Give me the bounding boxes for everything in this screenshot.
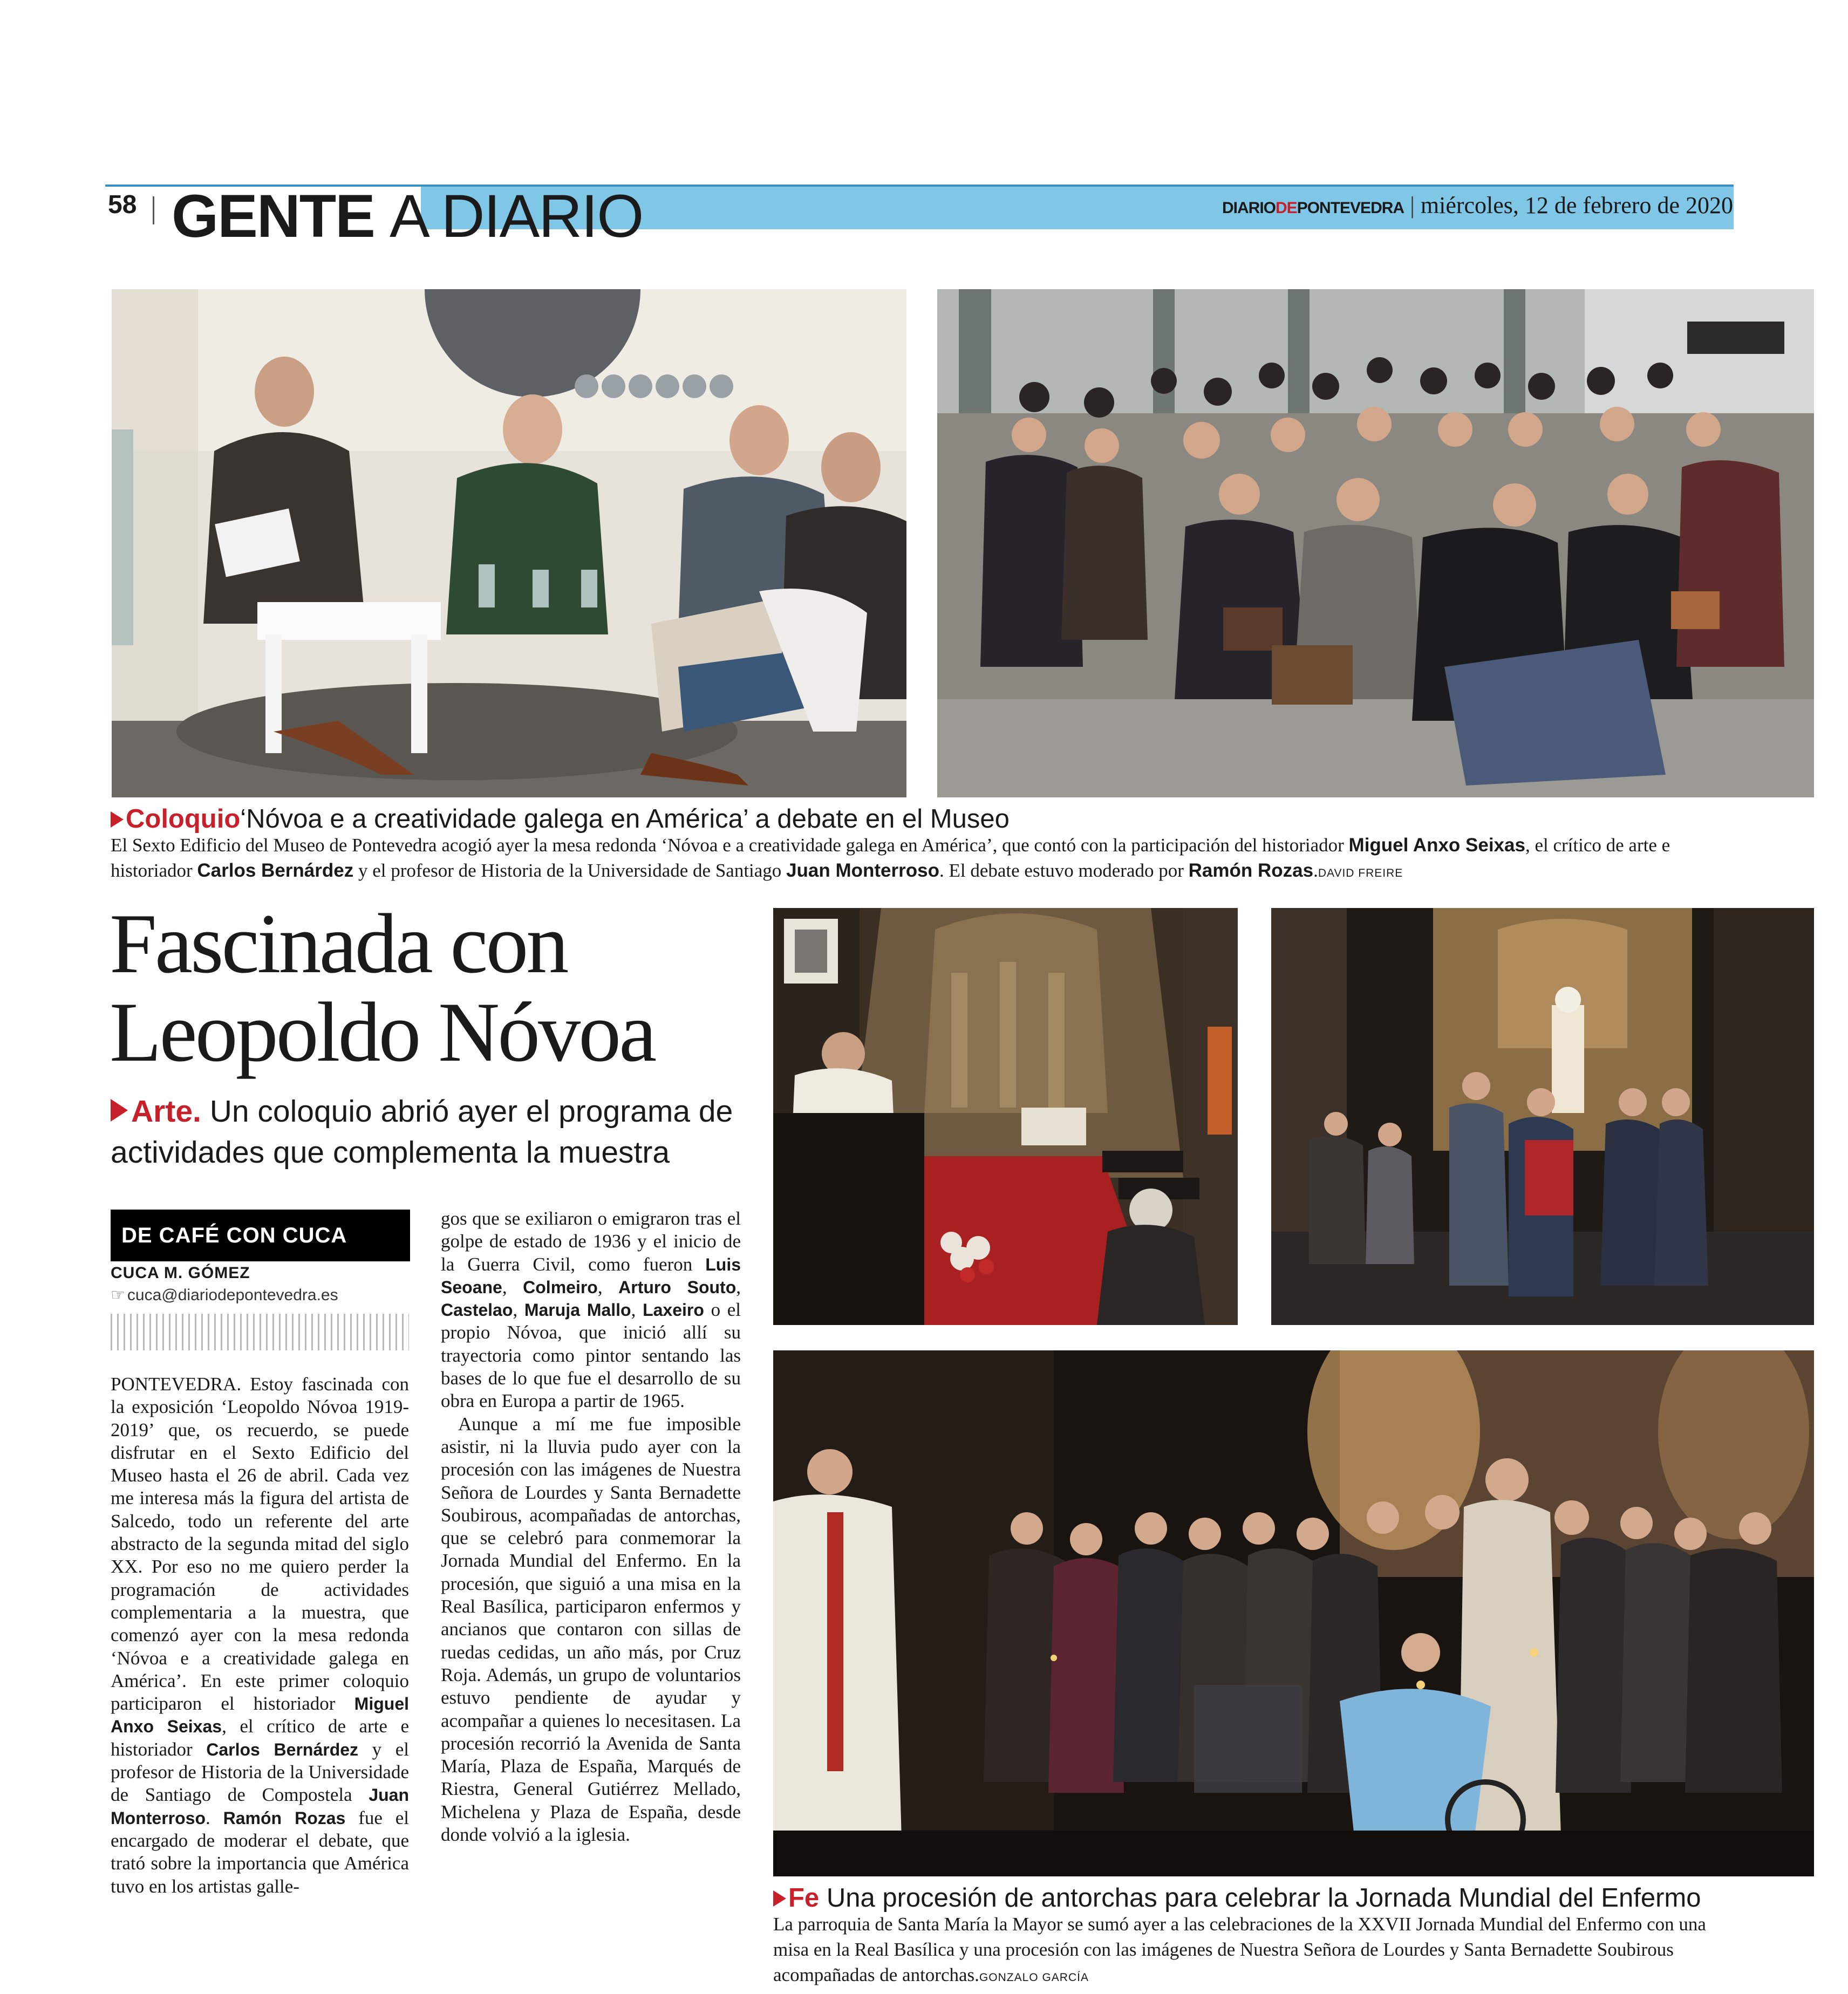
torch-procession-photo bbox=[773, 1350, 1814, 1876]
person-name: Laxeiro bbox=[643, 1300, 704, 1320]
caption2-title: Una procesión de antorchas para celebrar la Jornada Mundial del Enfermo bbox=[826, 1883, 1701, 1913]
seated-audience-photo-icon bbox=[937, 289, 1814, 797]
caption1-body bbox=[111, 832, 1735, 886]
text-run: . El debate estuvo moderado por bbox=[939, 860, 1189, 881]
caption2-kicker: Fe bbox=[788, 1883, 820, 1913]
red-arrow-icon bbox=[111, 811, 124, 828]
page-number: 58 bbox=[108, 190, 137, 219]
masthead: DIARIODEPONTEVEDRA | miércoles, 12 de febrero de 2020 bbox=[1222, 192, 1733, 218]
person-name: Ramón Rozas bbox=[223, 1808, 346, 1828]
text-run: . bbox=[1313, 860, 1318, 881]
church-mass-photo bbox=[773, 908, 1238, 1325]
panel-photo bbox=[112, 289, 906, 797]
chapel-procession-photo bbox=[1271, 908, 1814, 1325]
caption1-credit: DAVID FREIRE bbox=[1318, 867, 1403, 879]
person-name: Carlos Bernárdez bbox=[197, 860, 354, 881]
caption1-title-line bbox=[111, 804, 1010, 834]
text-run: , el crítico de arte e historiador bbox=[111, 1716, 409, 1760]
email-hand-icon: ☞ bbox=[111, 1286, 125, 1304]
column-divider-pattern bbox=[111, 1314, 409, 1350]
text-run: gos que se exiliaron o emigraron tras el golpe de estado de 1936 y el inicio de la Guerra Civil, como fueron bbox=[441, 1208, 741, 1275]
person-name: Luis Seoane bbox=[441, 1254, 741, 1297]
text-run: , bbox=[597, 1276, 619, 1298]
caption1-title: ‘Nóvoa e a creatividade galega en América’ a debate en el Museo bbox=[240, 804, 1010, 834]
person-name: Miguel Anxo Seixas bbox=[1348, 835, 1525, 856]
paper-name: DIARIODEPONTEVEDRA bbox=[1222, 199, 1404, 217]
red-arrow-icon bbox=[773, 1890, 786, 1907]
subhead-kicker: Arte. bbox=[131, 1094, 201, 1129]
person-name: Maruja Mallo bbox=[524, 1300, 631, 1320]
person-name: Colmeiro bbox=[523, 1277, 598, 1297]
person-name: Juan Monterroso bbox=[111, 1785, 409, 1828]
person-name: Miguel Anxo Seixas bbox=[111, 1694, 409, 1737]
text-run: , el crítico de arte e historiador bbox=[111, 835, 1670, 881]
article-subhead bbox=[111, 1091, 747, 1173]
text-run: , bbox=[502, 1276, 523, 1298]
text-run: El Sexto Edificio del Museo de Pontevedra acogió ayer la mesa redonda ‘Nóvoa e a creatividade galega en América’, que contó con la participación del historiador bbox=[111, 835, 1349, 856]
issue-date: miércoles, 12 de febrero de 2020 bbox=[1420, 192, 1733, 218]
debate-panel-photo-icon bbox=[112, 289, 906, 797]
caption2-credit: GONZALO GARCÍA bbox=[979, 1971, 1089, 1984]
column-name-tag: DE CAFÉ CON CUCA bbox=[111, 1210, 410, 1261]
text-run: PONTEVEDRA. Estoy fascinada con la exposición ‘Leopoldo Nóvoa 1919-2019’ que, os recuerdo, se puede disfrutar en el Sexto Edificio del Museo hasta el 26 de abril. Cada vez me interesa más la figura del artista de Salcedo, todo un referente del arte abstracto de la segunda mitad del siglo XX. Por eso no me quiero perder la programación de actividades complementaria a la muestra, que comenzó ayer con la mesa redonda ‘Nóvoa e a creatividade galega en América’. En este primer coloquio participaron el historiador bbox=[111, 1374, 409, 1715]
page-number-separator bbox=[153, 196, 154, 224]
procession-photo-icon bbox=[1271, 908, 1814, 1325]
section-title-light: A DIARIO bbox=[389, 182, 643, 250]
audience-photo bbox=[937, 289, 1814, 797]
person-name: Castelao bbox=[441, 1300, 513, 1320]
author-name: CUCA M. GÓMEZ bbox=[111, 1264, 250, 1282]
author-email[interactable]: ☞ cuca@diariodepontevedra.es bbox=[111, 1286, 338, 1304]
text-run: , bbox=[631, 1299, 643, 1321]
caption1-kicker: Coloquio bbox=[126, 804, 241, 834]
person-name: Carlos Bernárdez bbox=[206, 1739, 359, 1759]
text-run: y el profesor de Historia de la Universidade de Santiago bbox=[353, 860, 787, 881]
section-title bbox=[172, 182, 643, 250]
subhead-text: Un coloquio abrió ayer el programa de actividades que complementa la muestra bbox=[111, 1094, 733, 1170]
church-interior-photo-icon bbox=[773, 908, 1238, 1325]
torch-procession-photo-icon bbox=[773, 1350, 1814, 1876]
caption2-title-line bbox=[773, 1883, 1701, 1913]
text-run: , bbox=[736, 1276, 741, 1298]
text-run: . bbox=[206, 1807, 223, 1828]
article-headline: Fascinada con Leopoldo Nóvoa bbox=[110, 897, 655, 1080]
caption2-body: La parroquia de Santa María la Mayor se sumó ayer a las celebraciones de la XXVII Jornada Mundial del Enfermo con una misa en la Real Basílica y una procesión con las imágenes de Nuestra Señora de Lourdes y Santa Bernadette Soubirous acompañadas de antorchas.GONZALO GARCÍA bbox=[773, 1914, 1706, 1985]
person-name: Ramón Rozas bbox=[1188, 860, 1314, 881]
text-run: , bbox=[513, 1299, 524, 1321]
text-run: fue el encargado de moderar el debate, que trató sobre la importancia que América tuvo en los artistas galle- bbox=[111, 1807, 410, 1897]
person-name: Arturo Souto bbox=[618, 1277, 737, 1297]
text-run: o el propio Nóvoa, que inició allí su trayectoria como pintor sentando las bases de lo que fue el desarrollo de su obra en Europa a partir de 1965. bbox=[441, 1299, 741, 1412]
text-run: y el profesor de Historia de la Universidade de Santiago de Compostela bbox=[111, 1738, 410, 1806]
red-arrow-icon bbox=[111, 1099, 128, 1122]
section-title-bold: GENTE bbox=[172, 182, 374, 250]
person-name: Juan Monterroso bbox=[786, 860, 939, 881]
article-column-1 bbox=[111, 1373, 409, 1898]
article-column-2: gos que se exiliaron o emigraron tras el golpe de estado de 1936 y el inicio de la Guerra Civil, como fueron Luis Seoane, Colmeiro, Arturo Souto, Castelao, Maruja Mallo, Laxeiro o el propio Nóvoa, que inició allí su trayectoria como pintor sentando las bases de lo que fue el desarrollo de su obra en Europa a partir de 1965. Aunque a mí me fue imposible asistir, ni la lluvia pudo ayer con la procesión con las imágenes de Nuestra Señora de Lourdes y Santa Bernadette Soubirous, acompañadas de antorchas, que se celebró para conmemorar la Jornada Mundial del Enfermo. En la procesión, que siguió a una misa en la Real Basílica, participaron enfermos y ancianos que contaron con sillas de ruedas cedidas, un año más, por Cruz Roja. Además, un grupo de voluntarios estuvo pendiente de ayudar y acompañar a quienes lo necesitasen. La procesión recorrió la Avenida de Santa María, Plaza de España, Marqués de Riestra, General Gutiérrez Mellado, Michelena y Plaza de España, desde donde volvió a la iglesia. bbox=[441, 1208, 741, 1846]
